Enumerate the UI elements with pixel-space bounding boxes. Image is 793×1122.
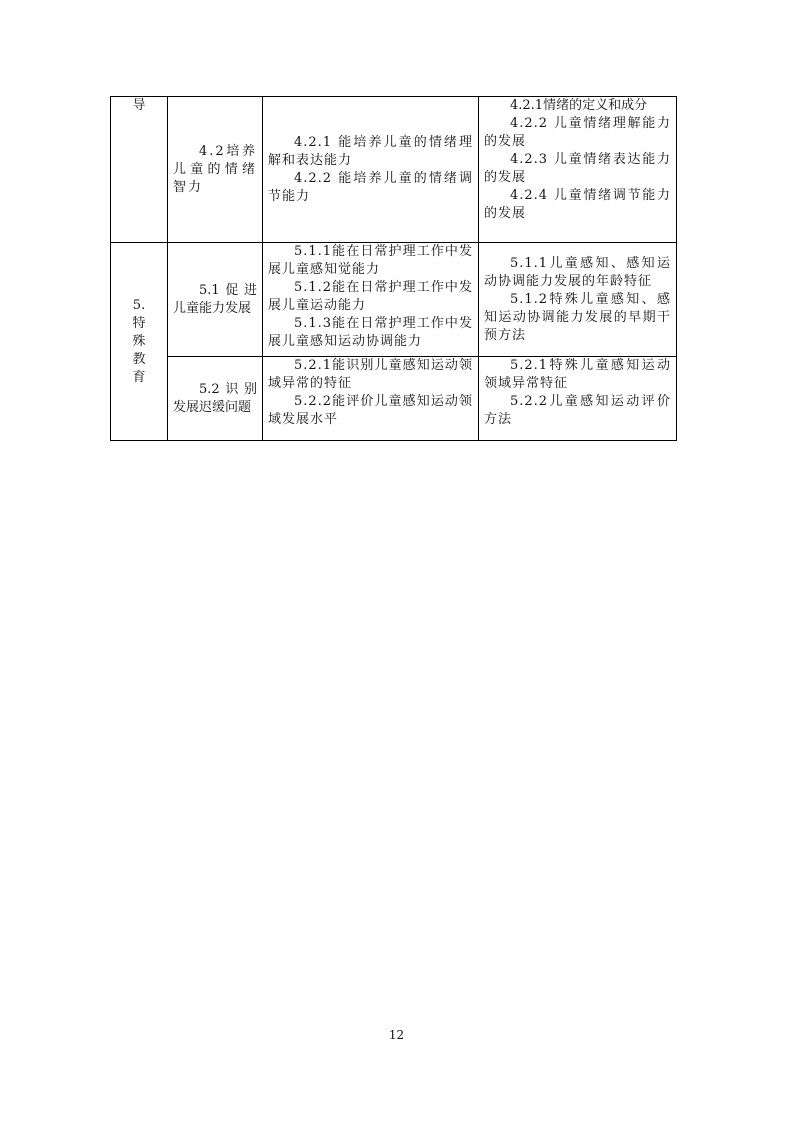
- knowledge-item: 4.2.2 儿童情绪理解能力的发展: [484, 116, 671, 149]
- knowledge-item: 5.1.1儿童感知、感知运动协调能力发展的年龄特征: [484, 255, 671, 289]
- module-label-char: 5.: [132, 297, 146, 313]
- skill-requirements-cell: [263, 97, 479, 243]
- unit-text: 5.2识别发展迟缓问题: [173, 381, 257, 415]
- unit-cell: [168, 97, 263, 243]
- page-number: 12: [388, 1028, 405, 1042]
- skill-item: 5.1.1能在日常护理工作中发展儿童感知觉能力: [268, 244, 473, 277]
- unit-cell: [168, 357, 263, 441]
- unit-text: 4.2培养儿童的情绪智力: [173, 143, 257, 195]
- knowledge-item: 5.1.2特殊儿童感知、感知运动协调能力发展的早期干预方法: [484, 291, 671, 343]
- table-row: [111, 243, 677, 357]
- knowledge-item: 4.2.3 儿童情绪表达能力的发展: [484, 152, 671, 185]
- skill-item: 4.2.1 能培养儿童的情绪理解和表达能力: [268, 134, 473, 168]
- knowledge-cell: [479, 243, 677, 357]
- module-label: 导: [132, 98, 146, 113]
- curriculum-table: [110, 96, 677, 441]
- skill-requirements-cell: [263, 243, 479, 357]
- table-row: [111, 97, 677, 243]
- skill-item: 4.2.2 能培养儿童的情绪调节能力: [268, 170, 473, 204]
- knowledge-item: 4.2.1情绪的定义和成分: [510, 98, 648, 113]
- knowledge-cell: [479, 357, 677, 441]
- knowledge-cell: [479, 97, 677, 243]
- module-cell: [111, 243, 168, 441]
- skill-item: 5.2.1能识别儿童感知运动领域异常的特征: [268, 358, 473, 391]
- unit-text: 5.1促进儿童能力发展: [173, 282, 257, 316]
- skill-requirements-cell: [263, 357, 479, 441]
- module-label-char: 殊: [132, 333, 146, 349]
- module-label-char: 教: [132, 351, 146, 367]
- skill-item: 5.1.3能在日常护理工作中发展儿童感知运动协调能力: [268, 316, 473, 349]
- table-row: [111, 357, 677, 441]
- module-label-char: 特: [132, 315, 146, 331]
- knowledge-item: 5.2.2儿童感知运动评价方法: [484, 394, 671, 427]
- skill-item: 5.2.2能评价儿童感知运动领域发展水平: [268, 394, 473, 427]
- skill-item: 5.1.2能在日常护理工作中发展儿童运动能力: [268, 280, 473, 313]
- module-cell: [111, 97, 168, 243]
- module-label-char: 育: [132, 369, 146, 385]
- knowledge-item: 5.2.1特殊儿童感知运动领域异常特征: [484, 358, 671, 391]
- unit-cell: [168, 243, 263, 357]
- knowledge-item: 4.2.4 儿童情绪调节能力的发展: [484, 188, 671, 221]
